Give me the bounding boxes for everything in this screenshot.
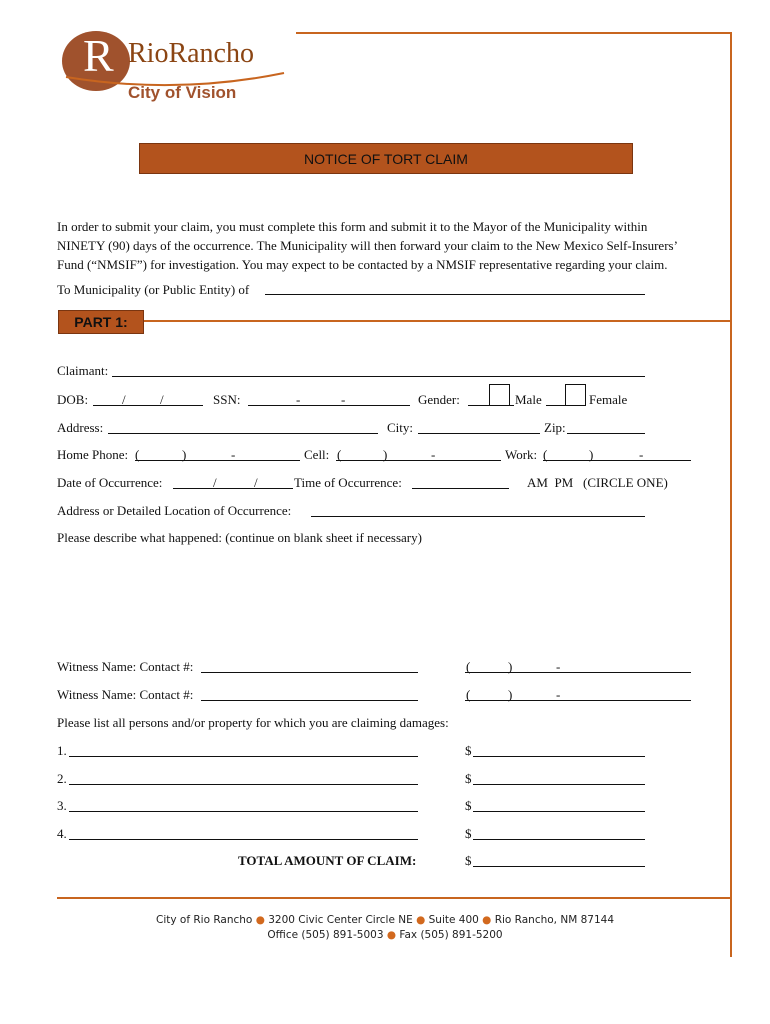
intro-paragraph: In order to submit your claim, you must complete this form and submit it to the Mayor of the Municipality within NINETY (90) days of the occurrence. The Municipality will then forward your claim to the New Mexico Self-Insurers’ Fund (“NMSIF”) for investigation. You may expect to be contacted by a NMSIF representative regarding your claim. <box>57 219 677 272</box>
damage-item-number: 4. <box>57 826 67 841</box>
female-label: Female <box>589 392 628 407</box>
total-amount-field[interactable] <box>473 866 645 867</box>
work-paren-open: ( <box>543 447 548 462</box>
witness-phone-1[interactable] <box>465 672 691 673</box>
part1-rule <box>144 320 731 322</box>
logo-tagline: City of Vision <box>128 83 237 102</box>
witness1-dash: - <box>556 659 561 674</box>
footer-suite: Suite 400 <box>428 914 479 926</box>
ssn-label: SSN: <box>213 392 241 407</box>
work-field[interactable] <box>543 460 691 461</box>
damage-amount-field[interactable] <box>473 839 645 840</box>
dob-label: DOB: <box>57 392 89 407</box>
right-border <box>730 32 732 957</box>
total-dollar-sign: $ <box>465 853 472 868</box>
header-rule <box>296 32 731 34</box>
part1-badge: PART 1: <box>58 310 144 334</box>
ssn-dash-1: - <box>296 392 301 407</box>
damage-amount-field[interactable] <box>473 784 645 785</box>
damage-item-field[interactable] <box>69 839 418 840</box>
work-dash: - <box>639 447 644 462</box>
damage-item-number: 1. <box>57 743 67 758</box>
footer-line-2 <box>0 929 770 941</box>
footer-city: City of Rio Rancho <box>156 914 253 926</box>
time-occurrence-field[interactable] <box>412 488 509 489</box>
witness2-paren-open: ( <box>466 687 471 702</box>
cell-field[interactable] <box>336 460 501 461</box>
gender-label: Gender: <box>418 392 460 407</box>
witness-phone-2[interactable] <box>465 700 691 701</box>
form-title: NOTICE OF TORT CLAIM <box>139 143 633 174</box>
bullet-icon: ● <box>416 914 426 926</box>
location-field[interactable] <box>311 516 645 517</box>
work-label: Work: <box>505 447 538 462</box>
witness1-paren-close: ) <box>508 659 513 674</box>
dob-slash-2: / <box>160 392 164 407</box>
damage-item-field[interactable] <box>69 811 418 812</box>
dollar-sign: $ <box>465 771 472 786</box>
dollar-sign: $ <box>465 826 472 841</box>
cell-paren-open: ( <box>337 447 342 462</box>
damage-item-field[interactable] <box>69 756 418 757</box>
claimant-field[interactable] <box>112 376 645 377</box>
damage-item-field[interactable] <box>69 784 418 785</box>
address-field[interactable] <box>108 433 378 434</box>
zip-label: Zip: <box>544 420 566 435</box>
am-pm-label[interactable]: AM PM (CIRCLE ONE) <box>527 475 668 490</box>
witness1-paren-open: ( <box>466 659 471 674</box>
dob-slash-1: / <box>122 392 126 407</box>
witness-field-2[interactable] <box>201 700 418 701</box>
claimant-label: Claimant: <box>57 363 109 378</box>
footer-street: 3200 Civic Center Circle NE <box>268 914 413 926</box>
work-paren-close: ) <box>589 447 594 462</box>
total-label: TOTAL AMOUNT OF CLAIM: <box>238 853 417 868</box>
bullet-icon: ● <box>482 914 492 926</box>
damage-amount-field[interactable] <box>473 811 645 812</box>
address-label: Address: <box>57 420 104 435</box>
ssn-field[interactable] <box>248 405 410 406</box>
footer-city-state: Rio Rancho, NM 87144 <box>494 914 614 926</box>
female-checkbox[interactable] <box>565 384 586 406</box>
witness-field-1[interactable] <box>201 672 418 673</box>
date-slash-1: / <box>213 475 217 490</box>
home-phone-field[interactable] <box>135 460 300 461</box>
damages-prompt: Please list all persons and/or property for which you are claiming damages: <box>57 715 449 730</box>
logo-name: RioRancho <box>128 38 254 69</box>
city-field[interactable] <box>418 433 540 434</box>
municipality-field[interactable] <box>265 294 645 295</box>
dollar-sign: $ <box>465 798 472 813</box>
witness-label-2: Witness Name: Contact #: <box>57 687 194 702</box>
date-occurrence-field[interactable] <box>173 488 293 489</box>
cell-dash: - <box>431 447 436 462</box>
zip-field[interactable] <box>567 433 645 434</box>
cell-label: Cell: <box>304 447 330 462</box>
home-paren-open: ( <box>135 447 140 462</box>
bullet-icon: ● <box>386 929 397 941</box>
damage-item-number: 3. <box>57 798 67 813</box>
witness-label-1: Witness Name: Contact #: <box>57 659 194 674</box>
witness2-paren-close: ) <box>508 687 513 702</box>
date-occurrence-label: Date of Occurrence: <box>57 475 163 490</box>
bullet-icon: ● <box>255 914 265 926</box>
location-label: Address or Detailed Location of Occurrence: <box>57 503 292 518</box>
describe-area[interactable] <box>57 550 697 650</box>
to-municipality-label: To Municipality (or Public Entity) of <box>57 282 250 297</box>
home-paren-close: ) <box>182 447 187 462</box>
home-phone-label: Home Phone: <box>57 447 129 462</box>
male-checkbox[interactable] <box>489 384 510 406</box>
logo <box>56 25 296 109</box>
witness2-dash: - <box>556 687 561 702</box>
logo-letter: R <box>83 30 114 81</box>
footer-office-phone: Office (505) 891-5003 <box>267 929 384 941</box>
ssn-dash-2: - <box>341 392 346 407</box>
footer-rule <box>57 897 731 899</box>
time-occurrence-label: Time of Occurrence: <box>294 475 402 490</box>
footer-line-1 <box>0 914 770 926</box>
describe-label: Please describe what happened: (continue on blank sheet if necessary) <box>57 530 422 545</box>
footer-fax: Fax (505) 891-5200 <box>399 929 503 941</box>
date-slash-2: / <box>254 475 258 490</box>
dollar-sign: $ <box>465 743 472 758</box>
home-dash: - <box>231 447 236 462</box>
damage-item-number: 2. <box>57 771 67 786</box>
damage-amount-field[interactable] <box>473 756 645 757</box>
dob-field[interactable] <box>93 405 203 406</box>
city-label: City: <box>387 420 414 435</box>
cell-paren-close: ) <box>383 447 388 462</box>
male-label: Male <box>515 392 542 407</box>
